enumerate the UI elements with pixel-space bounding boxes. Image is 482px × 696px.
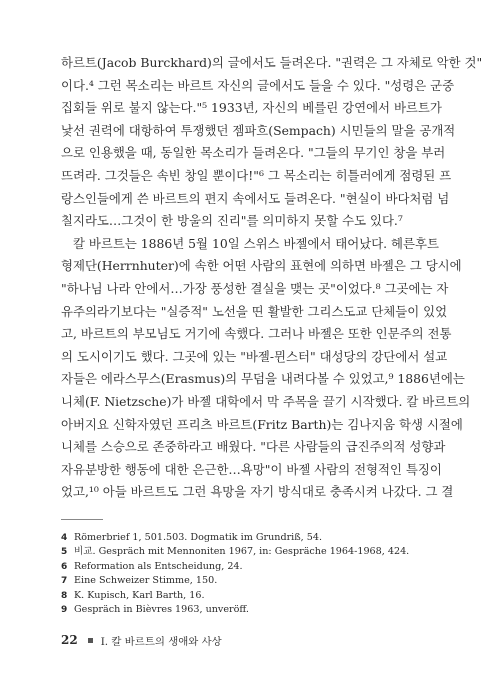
body-line: "하나님 나라 안에서…가장 풍성한 결실을 맺는 곳"이었다.⁸ 그곳에는 자 — [61, 280, 449, 296]
footnote-text: K. Kupisch, Karl Barth, 16. — [74, 589, 205, 601]
footnotes — [61, 531, 421, 617]
footnote — [61, 603, 421, 617]
footnote-number: 9 — [61, 605, 68, 616]
page-number: 22 — [61, 633, 78, 647]
body-line: 자유분방한 행동에 대한 은근한…욕망"이 바젤 사람의 전형적인 특징이 — [61, 461, 442, 477]
footnote-text: 비교. Gespräch mit Mennoniten 1967, in: Gespräche 1964-1968, 424. — [74, 546, 410, 558]
body-line: 니체(F. Nietzsche)가 바젤 대학에서 막 주목을 끌기 시작했다. 칼 바르트의 — [61, 393, 471, 409]
body-line: 뜨려라. 그것들은 속빈 창일 뿐이다!"⁶ 그 목소리는 히틀러에게 점령된 프 — [61, 167, 452, 183]
body-line: 낯선 권력에 대항하여 투쟁했던 젬파흐(Sempach) 시민들의 말을 공개적 — [61, 122, 456, 138]
footnote-text: Reformation als Entscheidung, 24. — [74, 560, 243, 572]
body-line: 하르트(Jacob Burckhard)의 글에서도 들려온다. "권력은 그 자체로 악한 것" — [61, 55, 482, 70]
body-line: 니체를 스승으로 존중하라고 배웠다. "다른 사람들의 급진주의적 성향과 — [61, 439, 446, 455]
footnote-text: Eine Schweizer Stimme, 150. — [74, 575, 218, 587]
body-line: 자들은 에라스무스(Erasmus)의 무덤을 내려다볼 수 있었고,⁹ 1886년에는 — [61, 371, 465, 387]
square-bullet-icon — [88, 638, 93, 643]
footnote — [61, 560, 421, 574]
footnote — [61, 545, 421, 559]
body-line: 칼 바르트는 1886년 5월 10일 스위스 바젤에서 태어났다. 헤른후트 — [73, 235, 439, 251]
body-line: 칠지라도…그것이 한 방울의 진리"를 의미하지 못할 수도 있다.⁷ — [61, 213, 403, 229]
body-line: 유주의라기보다는 "실증적" 노선을 띤 활발한 그리스도교 단체들이 있었 — [61, 303, 448, 319]
footnote — [61, 531, 421, 545]
page-footer — [61, 633, 222, 647]
footnote-number: 8 — [61, 590, 68, 601]
footnote-text: Römerbrief 1, 501.503. Dogmatik im Grundriß, 54. — [74, 532, 323, 543]
running-header: I. 칼 바르트의 생애와 사상 — [100, 635, 222, 648]
body-text — [61, 52, 482, 504]
body-line: 었고,¹⁰ 아들 바르트도 그런 욕망을 자기 방식대로 충족시켜 나갔다. 그 결 — [61, 484, 454, 500]
footnote-text: Gespräch in Bièvres 1963, unveröff. — [74, 604, 249, 616]
footnote — [61, 574, 421, 588]
body-line: 집회들 위로 불지 않는다."⁵ 1933년, 자신의 베를린 강연에서 바르트가 — [61, 100, 442, 116]
body-line: 이다.⁴ 그런 목소리는 바르트 자신의 글에서도 들을 수 있다. "성령은 군중 — [61, 77, 455, 93]
body-line: 의 도시이기도 했다. 그곳에 있는 "바젤-뮌스터" 대성당의 강단에서 설교 — [61, 348, 448, 364]
body-line: 랑스인들에게 쓴 바르트의 편지 속에서도 들려온다. "현실이 바다처럼 넘 — [61, 190, 450, 206]
footnote-number: 7 — [61, 576, 68, 587]
footnote-number: 4 — [61, 533, 68, 543]
footnote-divider — [61, 519, 103, 520]
footnote — [61, 589, 421, 603]
footnote-number: 6 — [61, 561, 68, 572]
body-line: 으로 인용했을 때, 동일한 목소리가 들려온다. "그들의 무기인 창을 부러 — [61, 145, 446, 161]
body-line: 아버지요 신학자였던 프리츠 바르트(Fritz Barth)는 김나지움 학생 시절에 — [61, 416, 463, 432]
body-line: 고, 바르트의 부모님도 거기에 속했다. 그러나 바젤은 또한 인문주의 전통 — [61, 326, 452, 342]
footnote-number: 5 — [61, 547, 68, 558]
body-line: 형제단(Herrnhuter)에 속한 어떤 사람의 표현에 의하면 바젤은 그 당시에 — [61, 258, 462, 274]
